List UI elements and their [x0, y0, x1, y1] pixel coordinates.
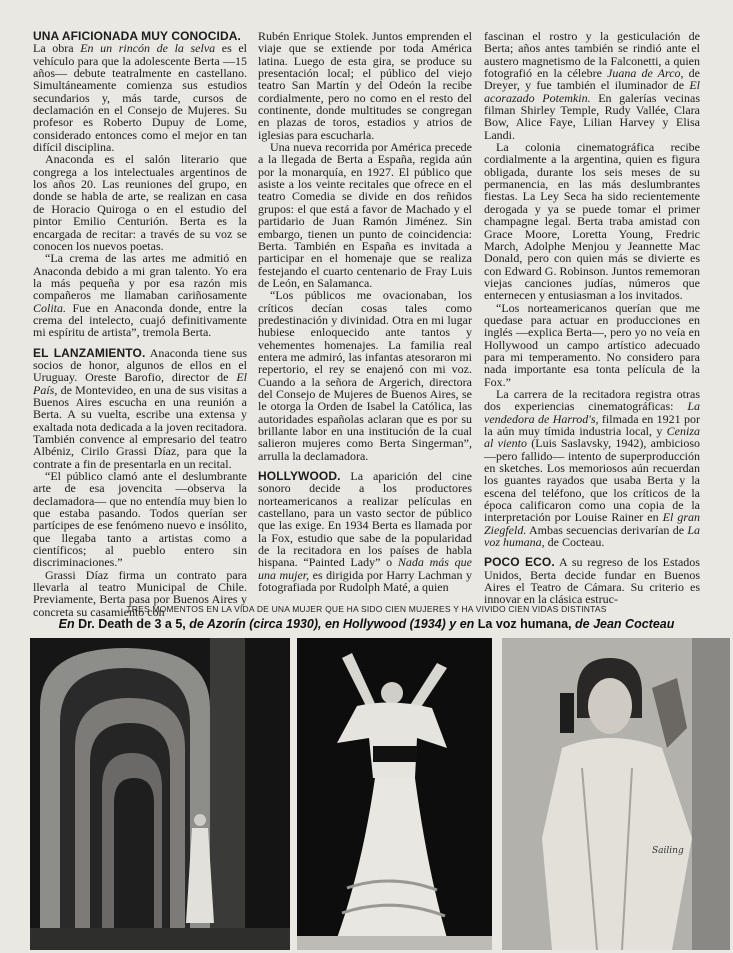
paragraph — [484, 141, 700, 301]
photo-caption — [0, 617, 733, 631]
body-text: “Los norteamericanos querían que me quedase para actuar en producciones en inglés —explica Berta—, pero yo no veía en Hollywood un campo artístico adecuado para mi temperamento. No considero para nada importante esa tonta película de la Fox.” — [484, 300, 700, 389]
body-text: es dirigida por Harry Lachman y fotografiada por Rudolph Maté, a quien — [258, 567, 472, 595]
body-text: En galerías vecinas filman Shirley Temple, Rudy Vallée, Clara Bow, Alice Faye, Lilian Harvey y Elisa Landi. — [484, 90, 701, 142]
photo-la-voz-humana-telephone — [502, 638, 730, 950]
italic-title-text: Colita. — [33, 300, 67, 315]
body-text: de Dreyer, y fue también el iluminador de — [484, 66, 700, 93]
paragraph — [258, 30, 472, 141]
body-text: “La crema de las artes me admitió en Anaconda debido a mi gran talento. Yo era la más pequeña y por esa razón mis compañeros me llamaban cariñosamente — [33, 251, 247, 303]
article-column-3 — [484, 30, 700, 606]
body-text: “Los públicos me ovacionaban, los críticos decían cosas tales como predestinación y divinidad. Otra en mi lugar hubiese enloquecido ante tantos y vehementes homenajes. La familia real entera me admiró, las infantas atesoraron mi repertorio, el rey se enajenó con mi voz. Cuando a la señora de Argerich, directora del Consejo de Mujeres de Buenos Aires, se le otorga la Orden de Isabel la Católica, las autoridades españolas aclaran que es por su brillante labor en una institución de la cual salieron mujeres como Berta Singerman”, arrulla la declamadora. — [258, 288, 472, 463]
body-text: La carrera de la recitadora registra otras dos experiencias cinematográficas: — [484, 386, 700, 414]
italic-title-text: Ceniza al viento — [484, 424, 700, 451]
paragraph — [484, 302, 700, 388]
caption-segment: Dr. Death de 3 a 5, — [78, 617, 190, 631]
body-text: “El público clamó ante el deslumbrante arte de esa jovencita —observa la declamadora— que no entendía muy bien lo que estaba pasando. Todos querían ser partícipes de ese fenómeno nuevo e insólito, que llegaba tanto a artistas como a científicos; al pueblo entero sin discriminaciones.” — [33, 469, 247, 570]
paragraph — [258, 141, 472, 289]
photo-caption-overline: TRES MOMENTOS EN LA VIDA DE UNA MUJER QUE HA SIDO CIEN MUJERES Y HA VIVIDO CIEN VIDAS DISTINTAS — [126, 604, 607, 614]
italic-title-text: Juana de Arco, — [607, 66, 684, 81]
caption-segment: En — [58, 617, 79, 631]
paragraph — [484, 30, 700, 141]
section-heading: UNA AFICIONADA MUY CONOCIDA. — [33, 29, 241, 43]
svg-text:Sailing: Sailing — [652, 846, 684, 856]
body-text: Ambas secuencias derivarían de — [526, 522, 688, 537]
article-column-2 — [258, 30, 472, 593]
section-paragraph — [33, 347, 247, 470]
italic-title-text: Nada más que una mujer, — [258, 555, 472, 582]
body-text: Fue en Anaconda donde, entre la crema del intelecto, cuajó definitivamente mi espíritu de artista”, tremola Berta. — [33, 300, 247, 340]
caption-segment: La voz humana, — [477, 617, 576, 631]
body-text: La colonia cinematográfica recibe cordialmente a la argentina, quien es figura obligada, durante los seis meses de su permanencia, en las más deslumbrantes fiestas. La Ley Seca ha sido recientemente derogada y ya se puede tomar el primer champagne legal. Berta traba amistad con Grace Moore, Loretta Young, Fredric March, Adolphe Menjou y Jeannette Mac Donald, pero con quien más se divierte es con Edward G. Robinson. Juntos rememoran viejas canciones judías, números que enternecen y entusiasman a los invitados. — [484, 140, 700, 303]
photo-hollywood-dancer — [297, 638, 492, 950]
body-text: es el vehículo para que la adolescente Berta —15 años— debute teatralmente en castellano. Simultáneamente comienza sus estudios secundarios y, más tarde, cursos de declamación en el Consejo de Mujeres. Su profesor es Roberto Dupuy de Lome, considerado entonces como el mejor en tan difícil disciplina. — [33, 41, 248, 155]
body-text: Rubén Enrique Stolek. Juntos emprenden el viaje que se extiende por toda América latina. Luego de esta gira, se produce su presentación local; el público del viejo teatro San Martín y del Odeón la recibe cordialmente, pero no como en el resto del continente, donde multitudes se congregan en plazas de toros, estadios y atrios de iglesias para escucharla. — [258, 29, 472, 142]
body-text: Una nueva recorrida por América precede a la llegada de Berta a España, regida aún por la monarquía, en 1927. El público que asiste a los veinte recitales que ofrece en el teatro Comedia se divide en dos reñidos grupos: el que está a favor de Machado y el partidario de Juan Ramón Jiménez. Sin embargo, tienen un punto de coincidencia: Berta. También en España es invitada a participar en el homenaje que se realiza festejando el cuarto centenario de Fray Luis de León, en Salamanca. — [258, 140, 472, 290]
section-heading: EL LANZAMIENTO. — [33, 345, 146, 360]
italic-title-text: En un rincón de la selva — [80, 41, 216, 56]
body-text: A su regreso de los Estados Unidos, Berta decide fundar en Buenos Aires el Teatro de Cámara. Su criterio es innovar en la clásica estruc- — [484, 555, 700, 607]
body-text: La obra — [33, 41, 81, 56]
section-heading: POCO ECO. — [484, 555, 555, 570]
body-text: Grassi Díaz firma un contrato para llevarla al teatro Municipal de Chile. Previamente, Berta pasa por Buenos Aires y concreta su casamiento con — [33, 567, 247, 619]
photo-dr-death-stage-arches — [30, 638, 290, 950]
paragraph — [33, 153, 247, 252]
body-text: fascinan el rostro y la gesticulación de Berta; años antes también se rindió ante el austero magnetismo de la Falconetti, a quien fotografió en la célebre — [484, 29, 700, 81]
section-paragraph — [258, 470, 472, 593]
italic-title-text: El acorazado Potemkin. — [484, 78, 700, 105]
paragraph — [33, 470, 247, 569]
paragraph — [258, 289, 472, 462]
article-column-1 — [33, 30, 247, 618]
body-text: (Luis Saslavsky, 1942), ambicioso —pero fallido— intento de superproducción en sketches. Los memoriosos aún recuerdan los guantes rayados que usaba Berta y la escena del teléfono, que los críticos de la época calificaron como una copia de la interpretación por Louise Rainer en — [484, 436, 700, 525]
body-text: de Montevideo, en una de sus visitas a Buenos Aires escucha en una reunión a Berta. A su vuelta, escribe una extensa y exaltada nota dedicada a la joven recitadora. También convence al empresario del teatro Albéniz, Cirilo Grassi Díaz, para que la contrate a fin de presentarla en un recital. — [33, 382, 247, 471]
body-text: de Cocteau. — [544, 535, 605, 550]
section-heading: HOLLYWOOD. — [258, 469, 341, 484]
paragraph — [484, 388, 700, 548]
paragraph — [33, 252, 247, 338]
italic-title-text: El País, — [33, 370, 247, 397]
italic-title-text: La vendedora de Harrod's, — [484, 399, 700, 426]
body-text: Anaconda es el salón literario que congrega a los intelectuales argentinos de los años 20. Las reuniones del grupo, en donde se habla de arte, se realizan en casa de Horacio Quiroga o en el estudio del pintor Emilio Centurión. Berta es la encargada de recitar: a través de su voz se conocen los nuevos poetas. — [33, 152, 247, 253]
italic-title-text: El gran Ziegfeld. — [484, 510, 700, 537]
body-text: filmada en 1921 por la aún muy tímida industria local, y — [484, 411, 700, 438]
section-paragraph — [33, 30, 247, 153]
italic-title-text: La voz humana, — [484, 522, 700, 550]
body-text: La aparición del cine sonoro decide a los productores norteamericanos a realizar películas en castellano, para un vasto sector de público que las exige. En 1934 Berta es llamada por la Fox, estudio que sabe de la popularidad de la recitadora en los países de habla hispana. “Painted Lady” o — [258, 469, 472, 570]
body-text: Anaconda tiene sus socios de honor, algunos de ellos en el Uruguay. Oreste Barofio, director de — [33, 345, 247, 385]
section-paragraph — [484, 556, 700, 605]
caption-segment: de Jean Cocteau — [575, 617, 675, 631]
caption-segment: de Azorín (circa 1930), en Hollywood (1934) y en — [189, 617, 478, 631]
